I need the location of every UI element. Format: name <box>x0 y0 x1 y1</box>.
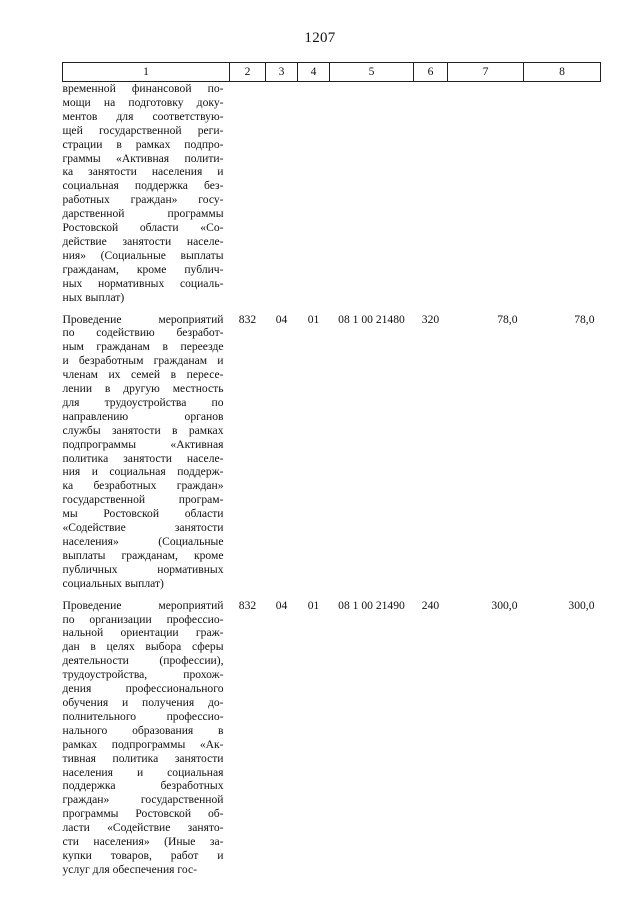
column-header-5: 5 <box>330 63 414 82</box>
cell-amount-year-1 <box>448 82 524 305</box>
description-line: купки товаров, работ и <box>62 848 224 862</box>
description-line: страции в рамках подпро- <box>62 137 224 151</box>
cell-amount-year-1: 300,0 <box>491 598 518 612</box>
cell-amount-year-2: 300,0 <box>568 598 595 612</box>
description-line: ка занятости населения и <box>62 165 224 179</box>
cell-expense-type-code <box>414 82 448 305</box>
description-line: направлению органов <box>62 409 224 423</box>
description-line: ласти «Содействие занято- <box>62 821 224 835</box>
description-line: нального образования в <box>62 723 224 737</box>
description-line: временной финансовой по- <box>62 82 224 95</box>
cell-target-article-code: 08 1 00 21480 <box>338 312 405 326</box>
description-line: полнительного профессио- <box>62 709 224 723</box>
description-line: граммы «Активная полити- <box>62 151 224 165</box>
description-line: службы занятости в рамках <box>62 423 224 437</box>
description-line: лении в другую местность <box>62 382 224 396</box>
cell-expense-type-code: 320 <box>421 312 440 326</box>
description-line: ния и социальная поддерж- <box>62 465 224 479</box>
description-line: социальная поддержка без- <box>62 179 224 193</box>
description-line: публичных нормативных <box>62 562 224 576</box>
description-line: работных граждан» госу- <box>62 193 224 207</box>
description-line: по содействию безработ- <box>62 326 224 340</box>
cell-section-code <box>266 82 298 305</box>
description-line: щей государственной реги- <box>62 123 224 137</box>
cell-subsection-code: 01 <box>307 312 320 326</box>
description-line: сти населения» (Иные за- <box>62 835 224 849</box>
cell-expense-type-code: 240 <box>421 598 440 612</box>
row-description <box>63 305 230 591</box>
column-header-8: 8 <box>524 63 601 82</box>
cell-amount-year-2: 78,0 <box>574 312 595 326</box>
description-line: ментов для соответствую- <box>62 109 224 123</box>
description-line: рамках подпрограммы «Ак- <box>62 737 224 751</box>
description-line: ных нормативных социаль- <box>62 276 224 290</box>
description-line: гражданам, кроме публич- <box>62 262 224 276</box>
description-line: трудоустройства, прохож- <box>62 668 224 682</box>
description-line: ния» (Социальные выплаты <box>62 248 224 262</box>
column-header-3: 3 <box>266 63 298 82</box>
description-line: политика занятости населе- <box>62 451 224 465</box>
description-line: для трудоустройства по <box>62 395 224 409</box>
row-description <box>63 82 230 305</box>
budget-table <box>62 62 601 877</box>
description-line: ных выплат) <box>62 290 125 304</box>
description-line: Проведение мероприятий <box>62 598 224 612</box>
description-line: Ростовской области «Со- <box>62 221 224 235</box>
description-line: и безработным гражданам и <box>62 354 224 368</box>
description-line: ным гражданам в переезде <box>62 340 224 354</box>
description-line: дарственной программы <box>62 207 224 221</box>
description-line: по организации профессио- <box>62 612 224 626</box>
description-line: мы Ростовской области <box>62 507 224 521</box>
description-line: программы Ростовской об- <box>62 807 224 821</box>
description-line: ка безработных граждан» <box>62 479 224 493</box>
column-header-6: 6 <box>414 63 448 82</box>
description-line: населения» (Социальные <box>62 535 224 548</box>
description-line: выплаты гражданам, кроме <box>62 548 224 562</box>
description-line: дан в целях выбора сферы <box>62 640 224 654</box>
description-line: дения профессионального <box>62 682 224 696</box>
table-row <box>63 305 601 591</box>
description-line: обучения и получения до- <box>62 695 224 709</box>
description-line: тивная политика занятости <box>62 751 224 765</box>
column-header-7: 7 <box>448 63 524 82</box>
column-header-4: 4 <box>298 63 330 82</box>
description-line: услуг для обеспечения гос- <box>62 862 197 876</box>
description-line: деятельности (профессии), <box>62 654 224 668</box>
page-number: 1207 <box>304 30 336 46</box>
cell-subsection-code: 01 <box>307 598 320 612</box>
description-line: Проведение мероприятий <box>62 312 224 326</box>
cell-target-article-code: 08 1 00 21490 <box>338 598 405 612</box>
column-header-1: 1 <box>63 63 230 82</box>
description-line: государственной програм- <box>62 493 224 507</box>
cell-section-code: 04 <box>275 312 288 326</box>
row-description <box>63 591 230 877</box>
cell-ministry-code <box>230 82 266 305</box>
table-body <box>63 82 601 877</box>
description-line: подпрограммы «Активная <box>62 437 224 451</box>
table-row <box>63 591 601 877</box>
cell-section-code: 04 <box>275 598 288 612</box>
cell-subsection-code <box>298 82 330 305</box>
cell-target-article-code <box>330 82 414 305</box>
table-row <box>63 82 601 305</box>
description-line: нальной ориентации граж- <box>62 626 224 640</box>
cell-ministry-code: 832 <box>238 598 257 612</box>
description-line: населения и социальная <box>62 765 224 779</box>
header-row <box>63 63 601 82</box>
description-line: «Содействие занятости <box>62 521 224 535</box>
description-line: действие занятости населе- <box>62 234 224 248</box>
description-line: членам их семей в пересе- <box>62 368 224 382</box>
column-header-2: 2 <box>230 63 266 82</box>
cell-amount-year-2 <box>524 82 601 305</box>
cell-ministry-code: 832 <box>238 312 257 326</box>
cell-amount-year-1: 78,0 <box>497 312 518 326</box>
description-line: граждан» государственной <box>62 793 224 807</box>
description-line: мощи на подготовку доку- <box>62 95 224 109</box>
description-line: социальных выплат) <box>62 576 164 590</box>
description-line: поддержка безработных <box>62 779 224 793</box>
